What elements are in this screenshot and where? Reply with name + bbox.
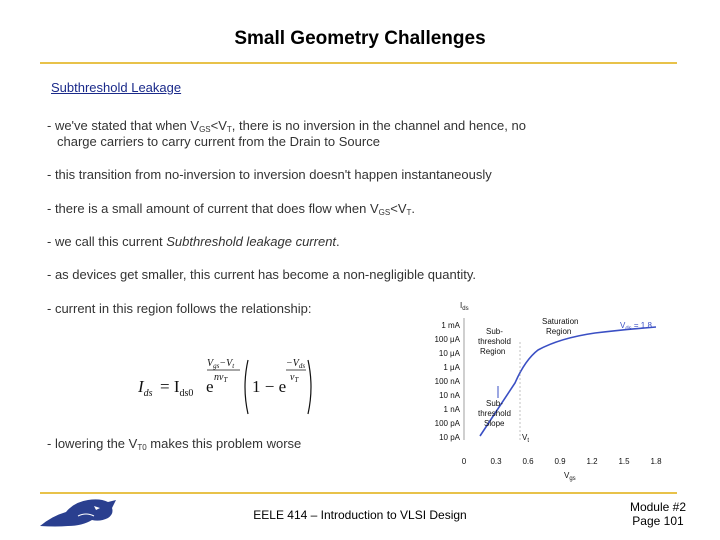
subth-region-2: threshold [478, 337, 511, 346]
top-divider [40, 62, 677, 64]
y-tick-labels [434, 321, 460, 442]
x-tick-label: 0 [461, 457, 467, 466]
y-tick-label: 1 μA [443, 363, 460, 372]
slope-label-1: Sub- [486, 399, 503, 408]
eq-lhs: $I_{ds}$ [138, 377, 153, 399]
bullet-3: - there is a small amount of current that does flow when $V_{GS}<V_T$. [47, 201, 416, 217]
x-tick-label: 1.8 [650, 457, 662, 466]
bottom-divider [40, 492, 677, 494]
x-tick-label: 0.9 [554, 457, 566, 466]
bullet-7: - lowering the $V_{T0}$ makes this problem worse [47, 436, 302, 452]
subthreshold-equation [136, 352, 316, 422]
y-axis-label: $I_{ds}$ [460, 301, 469, 312]
eq-right-paren [308, 360, 311, 414]
saturation-label-1: Saturation [542, 317, 579, 326]
y-tick-label: 1 nA [443, 405, 460, 414]
vds-label: $V_{ds} = 1.8$ [620, 321, 652, 332]
y-tick-label: 10 μA [438, 349, 460, 358]
eq-one-minus: 1 − e [252, 377, 287, 396]
module-number: Module #2 [629, 500, 686, 514]
slope-label-3: Slope [484, 419, 505, 428]
bullet-1: - we've stated that when $V_{GS}<V_T$, there is no inversion in the channel and hence, no [47, 118, 526, 134]
module-page [630, 500, 686, 528]
bullet-4: - we call this current Subthreshold leakage current. [47, 234, 340, 249]
bullet-1-cont: charge carriers to carry current from the Drain to Source [57, 134, 380, 149]
eq-den1: $nv_T$ [214, 372, 228, 384]
eq-num1: $V_{gs}-V_t$ [207, 358, 235, 370]
eq-den2: $v_T$ [290, 372, 299, 384]
y-tick-label: 100 nA [434, 377, 460, 386]
section-heading: Subthreshold Leakage [51, 80, 182, 95]
x-tick-label: 0.3 [490, 457, 502, 466]
ids-vgs-plot [420, 298, 680, 488]
course-footer: EELE 414 – Introduction to VLSI Design [253, 508, 467, 522]
x-tick-labels [462, 457, 662, 466]
eq-left-paren [245, 360, 248, 414]
x-tick-label: 1.2 [586, 457, 598, 466]
subth-region-1: Sub- [486, 327, 503, 336]
saturation-label-2: Region [546, 327, 572, 336]
bullet-5: - as devices get smaller, this current has become a non-negligible quantity. [47, 267, 476, 282]
slide-title: Small Geometry Challenges [234, 28, 486, 49]
page-number: Page 101 [632, 514, 684, 528]
y-tick-label: 10 pA [439, 433, 460, 442]
eq-eq: = $I_{ds0}$ [160, 377, 194, 399]
eq-num2: $-V_{ds}$ [286, 358, 306, 370]
y-tick-label: 100 μA [434, 335, 460, 344]
x-tick-label: 0.6 [522, 457, 534, 466]
y-tick-label: 10 nA [439, 391, 460, 400]
eq-exp-e: e [206, 377, 214, 396]
y-tick-label: 100 pA [434, 419, 460, 428]
x-axis-label: $V_{gs}$ [564, 471, 576, 482]
y-tick-label: 1 mA [441, 321, 460, 330]
slope-label-2: threshold [478, 409, 511, 418]
bullet-6: - current in this region follows the relationship: [47, 301, 312, 316]
subth-region-3: Region [480, 347, 506, 356]
x-tick-label: 1.5 [618, 457, 630, 466]
vt-label: $V_t$ [522, 433, 530, 444]
bullet-2: - this transition from no-inversion to inversion doesn't happen instantaneously [47, 167, 492, 182]
